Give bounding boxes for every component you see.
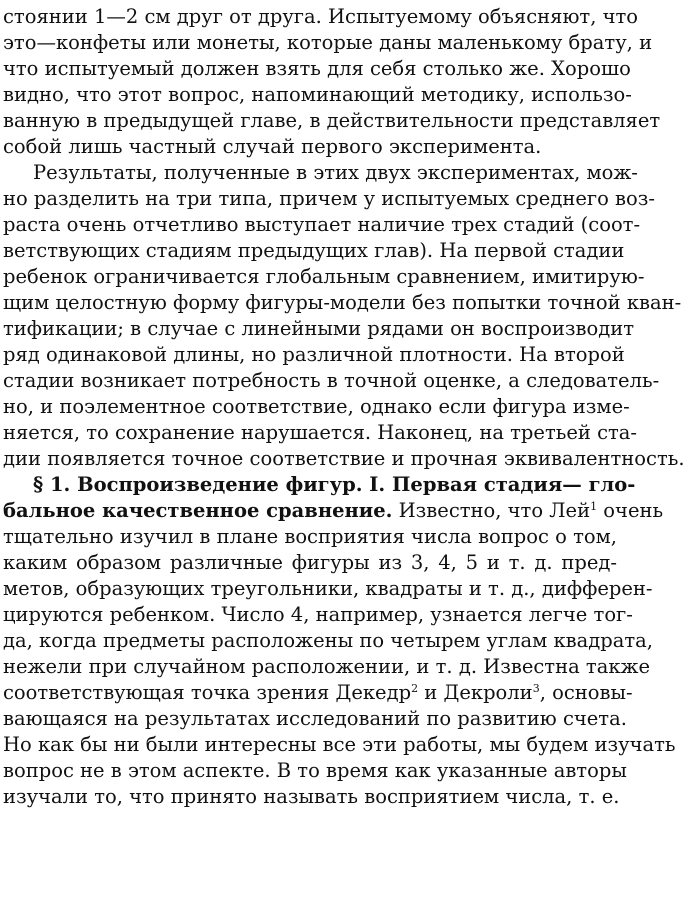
text-line: ванную в предыдущей главе, в действительности представляет — [3, 109, 661, 132]
text-line: тификации; в случае с линейными рядами он воспроизводит — [3, 317, 635, 340]
text-line: это—конфеты или монеты, которые даны маленькому брату, и — [3, 31, 653, 54]
text-span: соответствующая точка зрения Декедр — [3, 681, 412, 704]
text-line: стадии возникает потребность в точной оценке, а следователь- — [3, 369, 660, 392]
text-line: изучали то, что принято называть восприятием числа, т. е. — [3, 785, 620, 808]
text-line: но разделить на три типа, причем у испытуемых среднего воз- — [3, 187, 655, 210]
text-line: да, когда предметы расположены по четырем углам квадрата, — [3, 629, 653, 652]
text-line: но, и поэлементное соответствие, однако если фигура изме- — [3, 395, 630, 418]
text-line: раста очень отчетливо выступает наличие трех стадий (соот- — [3, 213, 641, 236]
text-line: видно, что этот вопрос, напоминающий методику, использо- — [3, 83, 632, 106]
text-span: Известно, что Лей — [392, 499, 591, 522]
text-line: вающаяся на результатах исследований по развитию счета. — [3, 707, 627, 730]
text-line: Но как бы ни были интересны все эти работы, мы будем изучать — [3, 733, 676, 756]
footnote-ref: 2 — [411, 682, 419, 695]
text-line: дии появляется точное соответствие и прочная эквивалентность. — [3, 447, 685, 470]
text-span: очень — [597, 499, 664, 522]
text-line — [3, 498, 664, 524]
text-line — [3, 680, 633, 706]
text-line: Результаты, полученные в этих двух экспериментах, мож- — [33, 161, 638, 184]
section-heading-continued: бальное качественное сравнение. — [3, 499, 393, 522]
text-line: ряд одинаковой длины, но различной плотности. На второй — [3, 343, 625, 366]
footnote-ref: 1 — [590, 500, 598, 513]
text-span: и Декроли — [418, 681, 533, 704]
text-line: каким образом различные фигуры из 3, 4, 5 и т. д. пред- — [3, 551, 617, 574]
text-line: что испытуемый должен взять для себя столько же. Хорошо — [3, 57, 631, 80]
text-line: ветствующих стадиям предыдущих глав). На первой стадии — [3, 239, 625, 262]
text-line: щим целостную форму фигуры-модели без попытки точной кван- — [3, 291, 682, 314]
text-line: цируются ребенком. Число 4, например, узнается легче тог- — [3, 603, 633, 626]
text-line: собой лишь частный случай первого эксперимента. — [3, 135, 542, 158]
section-heading: § 1. Воспроизведение фигур. I. Первая стадия— гло- — [33, 473, 636, 496]
text-line: нежели при случайном расположении, и т. д. Известна также — [3, 655, 650, 678]
text-line: вопрос не в этом аспекте. В то время как указанные авторы — [3, 759, 627, 782]
text-line: стоянии 1—2 см друг от друга. Испытуемому объясняют, что — [3, 5, 639, 28]
text-line: метов, образующих треугольники, квадраты и т. д., дифферен- — [3, 577, 653, 600]
text-line: няется, то сохранение нарушается. Наконец, на третьей ста- — [3, 421, 638, 444]
footnote-ref: 3 — [532, 682, 540, 695]
text-span: , основы- — [539, 681, 633, 704]
text-line: ребенок ограничивается глобальным сравнением, имитирую- — [3, 265, 645, 288]
text-line: тщательно изучил в плане восприятия числа вопрос о том, — [3, 525, 617, 548]
